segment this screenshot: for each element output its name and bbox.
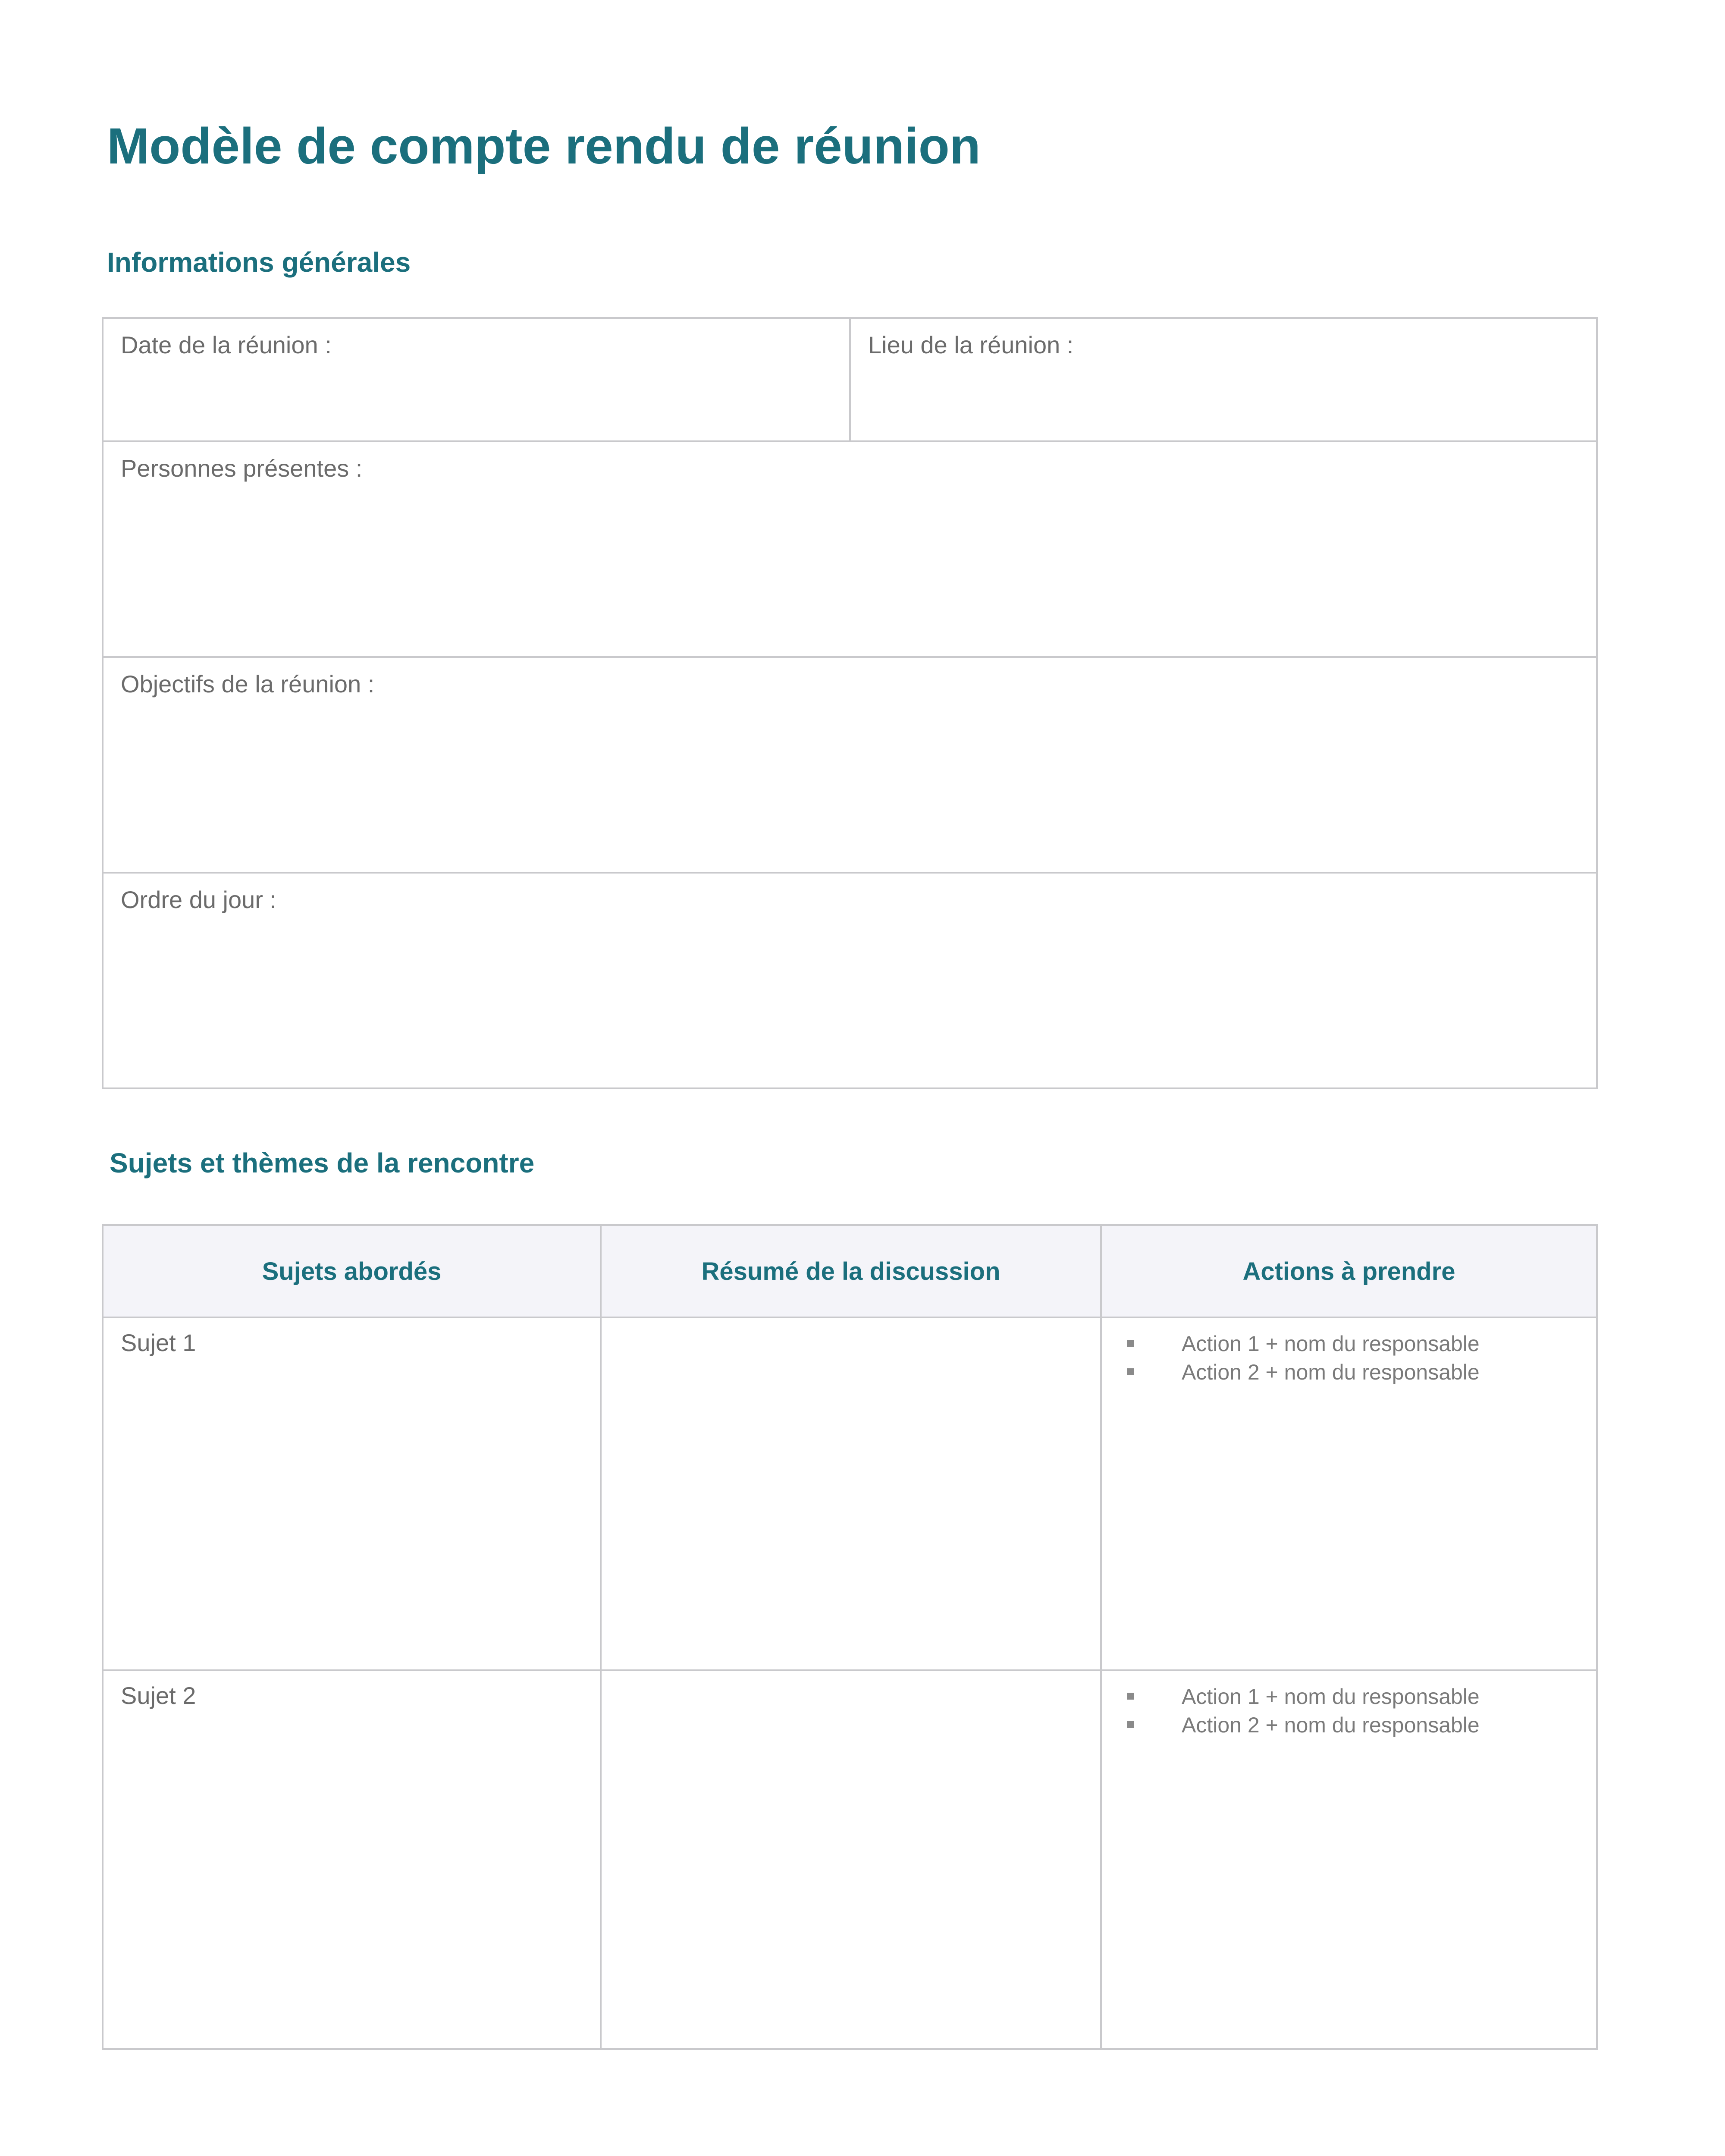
general-info-table bbox=[102, 317, 1598, 1089]
attendees-label: Personnes présentes : bbox=[121, 455, 363, 482]
subject-label: Sujet 2 bbox=[121, 1682, 196, 1709]
list-item bbox=[1127, 1682, 1596, 1711]
actions-cell[interactable] bbox=[1101, 1670, 1597, 2049]
date-label: Date de la réunion : bbox=[121, 331, 332, 358]
column-header-subjects: Sujets abordés bbox=[103, 1225, 601, 1317]
summary-cell[interactable] bbox=[601, 1670, 1101, 2049]
attendees-field[interactable] bbox=[103, 441, 1597, 657]
column-header-summary: Résumé de la discussion bbox=[601, 1225, 1101, 1317]
objectives-field[interactable] bbox=[103, 657, 1597, 873]
summary-text bbox=[602, 1671, 1100, 1681]
action-text: Action 1 + nom du responsable bbox=[1182, 1685, 1480, 1709]
location-field[interactable] bbox=[850, 318, 1597, 441]
date-field[interactable] bbox=[103, 318, 850, 441]
summary-text bbox=[602, 1318, 1100, 1329]
list-item bbox=[1127, 1711, 1596, 1739]
general-info-heading: Informations générales bbox=[107, 247, 411, 278]
column-header-actions: Actions à prendre bbox=[1101, 1225, 1597, 1317]
page-title: Modèle de compte rendu de réunion bbox=[107, 118, 981, 175]
objectives-label: Objectifs de la réunion : bbox=[121, 670, 375, 698]
agenda-field[interactable] bbox=[103, 873, 1597, 1088]
square-bullet-icon bbox=[1127, 1721, 1134, 1728]
table-row bbox=[103, 1670, 1597, 2049]
actions-cell[interactable] bbox=[1101, 1317, 1597, 1670]
list-item bbox=[1127, 1358, 1596, 1386]
subject-cell[interactable] bbox=[103, 1670, 601, 2049]
summary-cell[interactable] bbox=[601, 1317, 1101, 1670]
topics-heading: Sujets et thèmes de la rencontre bbox=[110, 1147, 535, 1179]
actions-list bbox=[1102, 1671, 1596, 1739]
actions-list bbox=[1102, 1318, 1596, 1386]
square-bullet-icon bbox=[1127, 1340, 1134, 1347]
location-label: Lieu de la réunion : bbox=[868, 331, 1074, 358]
list-item bbox=[1127, 1329, 1596, 1358]
square-bullet-icon bbox=[1127, 1693, 1134, 1700]
action-text: Action 2 + nom du responsable bbox=[1182, 1360, 1480, 1384]
action-text: Action 1 + nom du responsable bbox=[1182, 1332, 1480, 1356]
square-bullet-icon bbox=[1127, 1368, 1134, 1375]
subject-label: Sujet 1 bbox=[121, 1329, 196, 1356]
table-row bbox=[103, 1317, 1597, 1670]
agenda-label: Ordre du jour : bbox=[121, 886, 277, 913]
action-text: Action 2 + nom du responsable bbox=[1182, 1713, 1480, 1737]
subject-cell[interactable] bbox=[103, 1317, 601, 1670]
topics-table bbox=[102, 1224, 1598, 2050]
